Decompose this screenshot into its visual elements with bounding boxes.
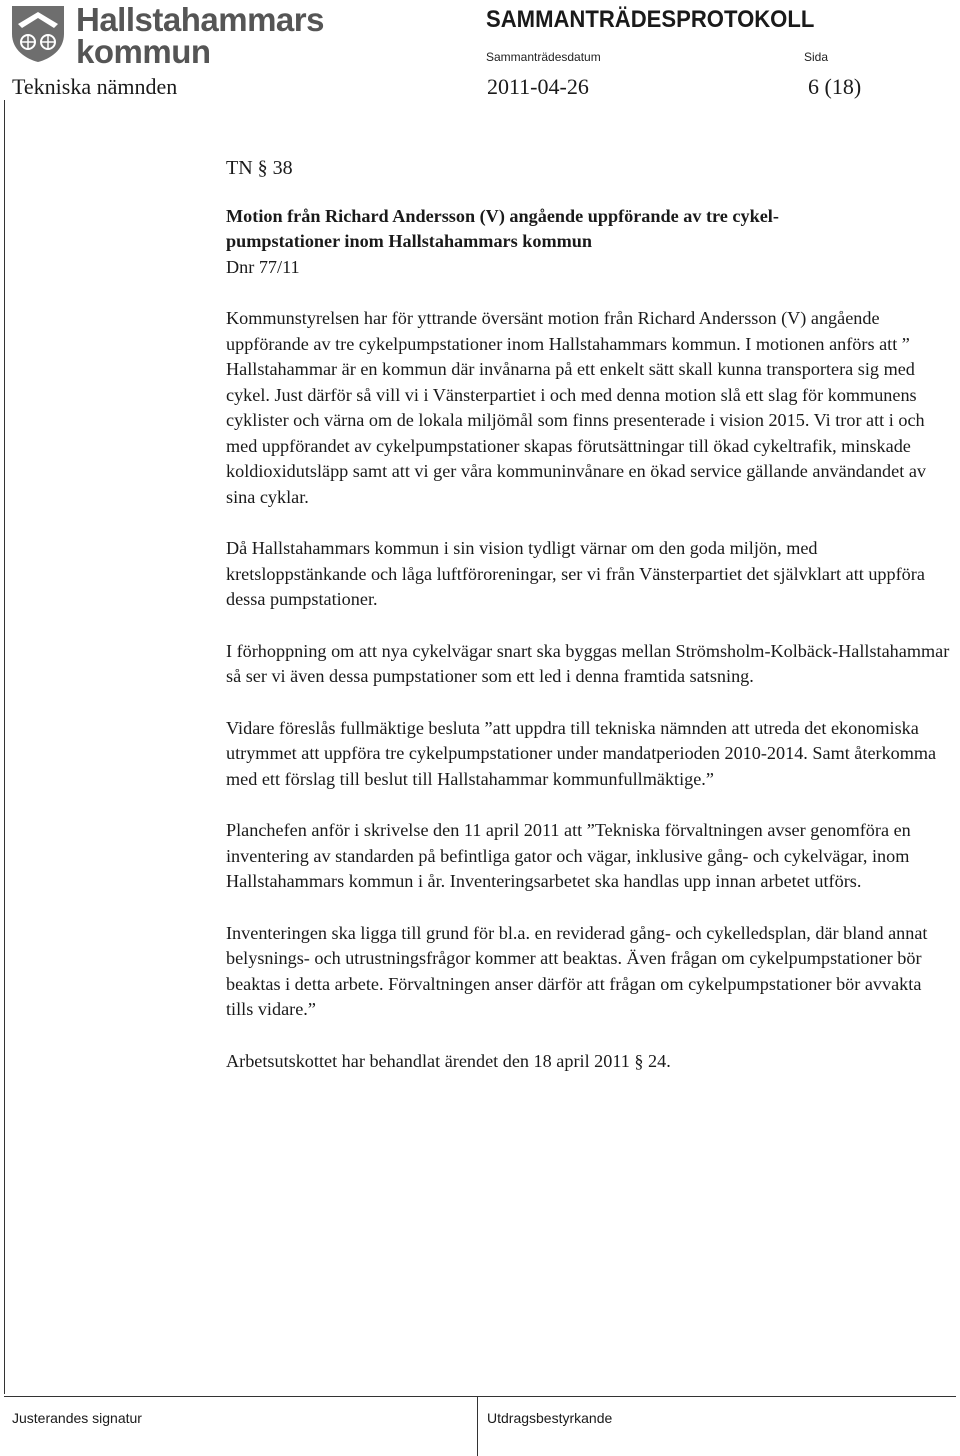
extract-certification-label: Utdragsbestyrkande [487, 1410, 613, 1426]
signature-field-label: Justerandes signatur [12, 1410, 142, 1426]
paragraph-proposal: Vidare föreslås fullmäktige besluta ”att uppdra till tekniska nämnden att utreda det ekonomiska utrymmet att uppföra tre cykelpumpstationer under mandatperioden 2010-2014. Samt återkomma med ett förslag till beslut till Hallstahammar kommunfullmäktige.” [226, 717, 937, 789]
minutes-body [226, 156, 952, 1074]
paragraph-vision: Då Hallstahammars kommun i sin vision tydligt värnar om den goda miljön, med kretsloppstänkande och låga luftföroreningar, ser vi från Vänsterpartiet det självklart att uppföra dessa pumpstationer. [226, 538, 925, 609]
paragraph-inventory: Inventeringen ska ligga till grund för bl.a. en reviderad gång- och cykelledsplan, där bland annat belysnings- och utrustningsfrågor kommer att beaktas. Även frågan om cykelpumpstationer bör beaktas i detta arbete. Förvaltningen anser därför att frågan om cykelpumpstationer bör avvakta tills vidare.” [226, 922, 928, 1019]
meeting-date: 2011-04-26 [487, 74, 589, 99]
organization-name-line2: kommun [76, 33, 211, 70]
page-caption: Sida [804, 50, 829, 64]
left-margin-rule [4, 100, 5, 1394]
item-title-line2: pumpstationer inom Hallstahammars kommun [226, 231, 592, 251]
section-id: TN § 38 [226, 157, 293, 179]
footer-rule [4, 1396, 956, 1397]
paragraph-working-committee: Arbetsutskottet har behandlat ärendet den 18 april 2011 § 24. [226, 1050, 671, 1071]
footer-divider [477, 1396, 478, 1456]
diary-number: Dnr 77/11 [226, 256, 300, 277]
page-number: 6 (18) [808, 74, 862, 99]
paragraph-planning-chief: Planchefen anför i skrivelse den 11 april 2011 att ”Tekniska förvaltningen avser genomföra en inventering av standarden på befintliga gator och vägar, inklusive gång- och cykelvägar, inom Hallstahammars kommun i år. Inventeringsarbetet ska handlas upp innan arbetet utförs. [226, 820, 911, 891]
item-title-line1: Motion från Richard Andersson (V) angående uppförande av tre cykel- [226, 205, 779, 226]
committee-name: Tekniska nämnden [12, 74, 178, 99]
document-type-heading: SAMMANTRÄDESPROTOKOLL [486, 6, 815, 33]
paragraph-bike-paths: I förhoppning om att nya cykelvägar snart ska byggas mellan Strömsholm-Kolbäck-Hallstahammar så ser vi även dessa pumpstationer som ett led i denna framtida satsning. [226, 640, 950, 686]
municipal-coat-of-arms-logo [10, 4, 66, 64]
meeting-date-caption: Sammanträdesdatum [486, 50, 601, 64]
paragraph-motion: Kommunstyrelsen har för yttrande översänt motion från Richard Andersson (V) angående uppförande av tre cykelpumpstationer inom Hallstahammars kommun. I motionen anförs att ” Hallstahammar är en kommun där invånarna på ett enkelt sätt skall kunna transportera sig med cykel. Just därför så vill vi i Vänsterpartiet i och med denna motion slå ett slag för kommunens cyklister och värna om de lokala miljömål som finns presenterade i vision 2015. Vi tror att i och med uppförandet av cykelpumpstationer skapas förutsättningar till ökad cykeltrafik, minskade koldioxidutsläpp samt att vi ger våra kommuninvånare en ökad service gällande användandet av sina cyklar. [226, 308, 926, 507]
organization-name-line1: Hallstahammars [76, 1, 324, 38]
